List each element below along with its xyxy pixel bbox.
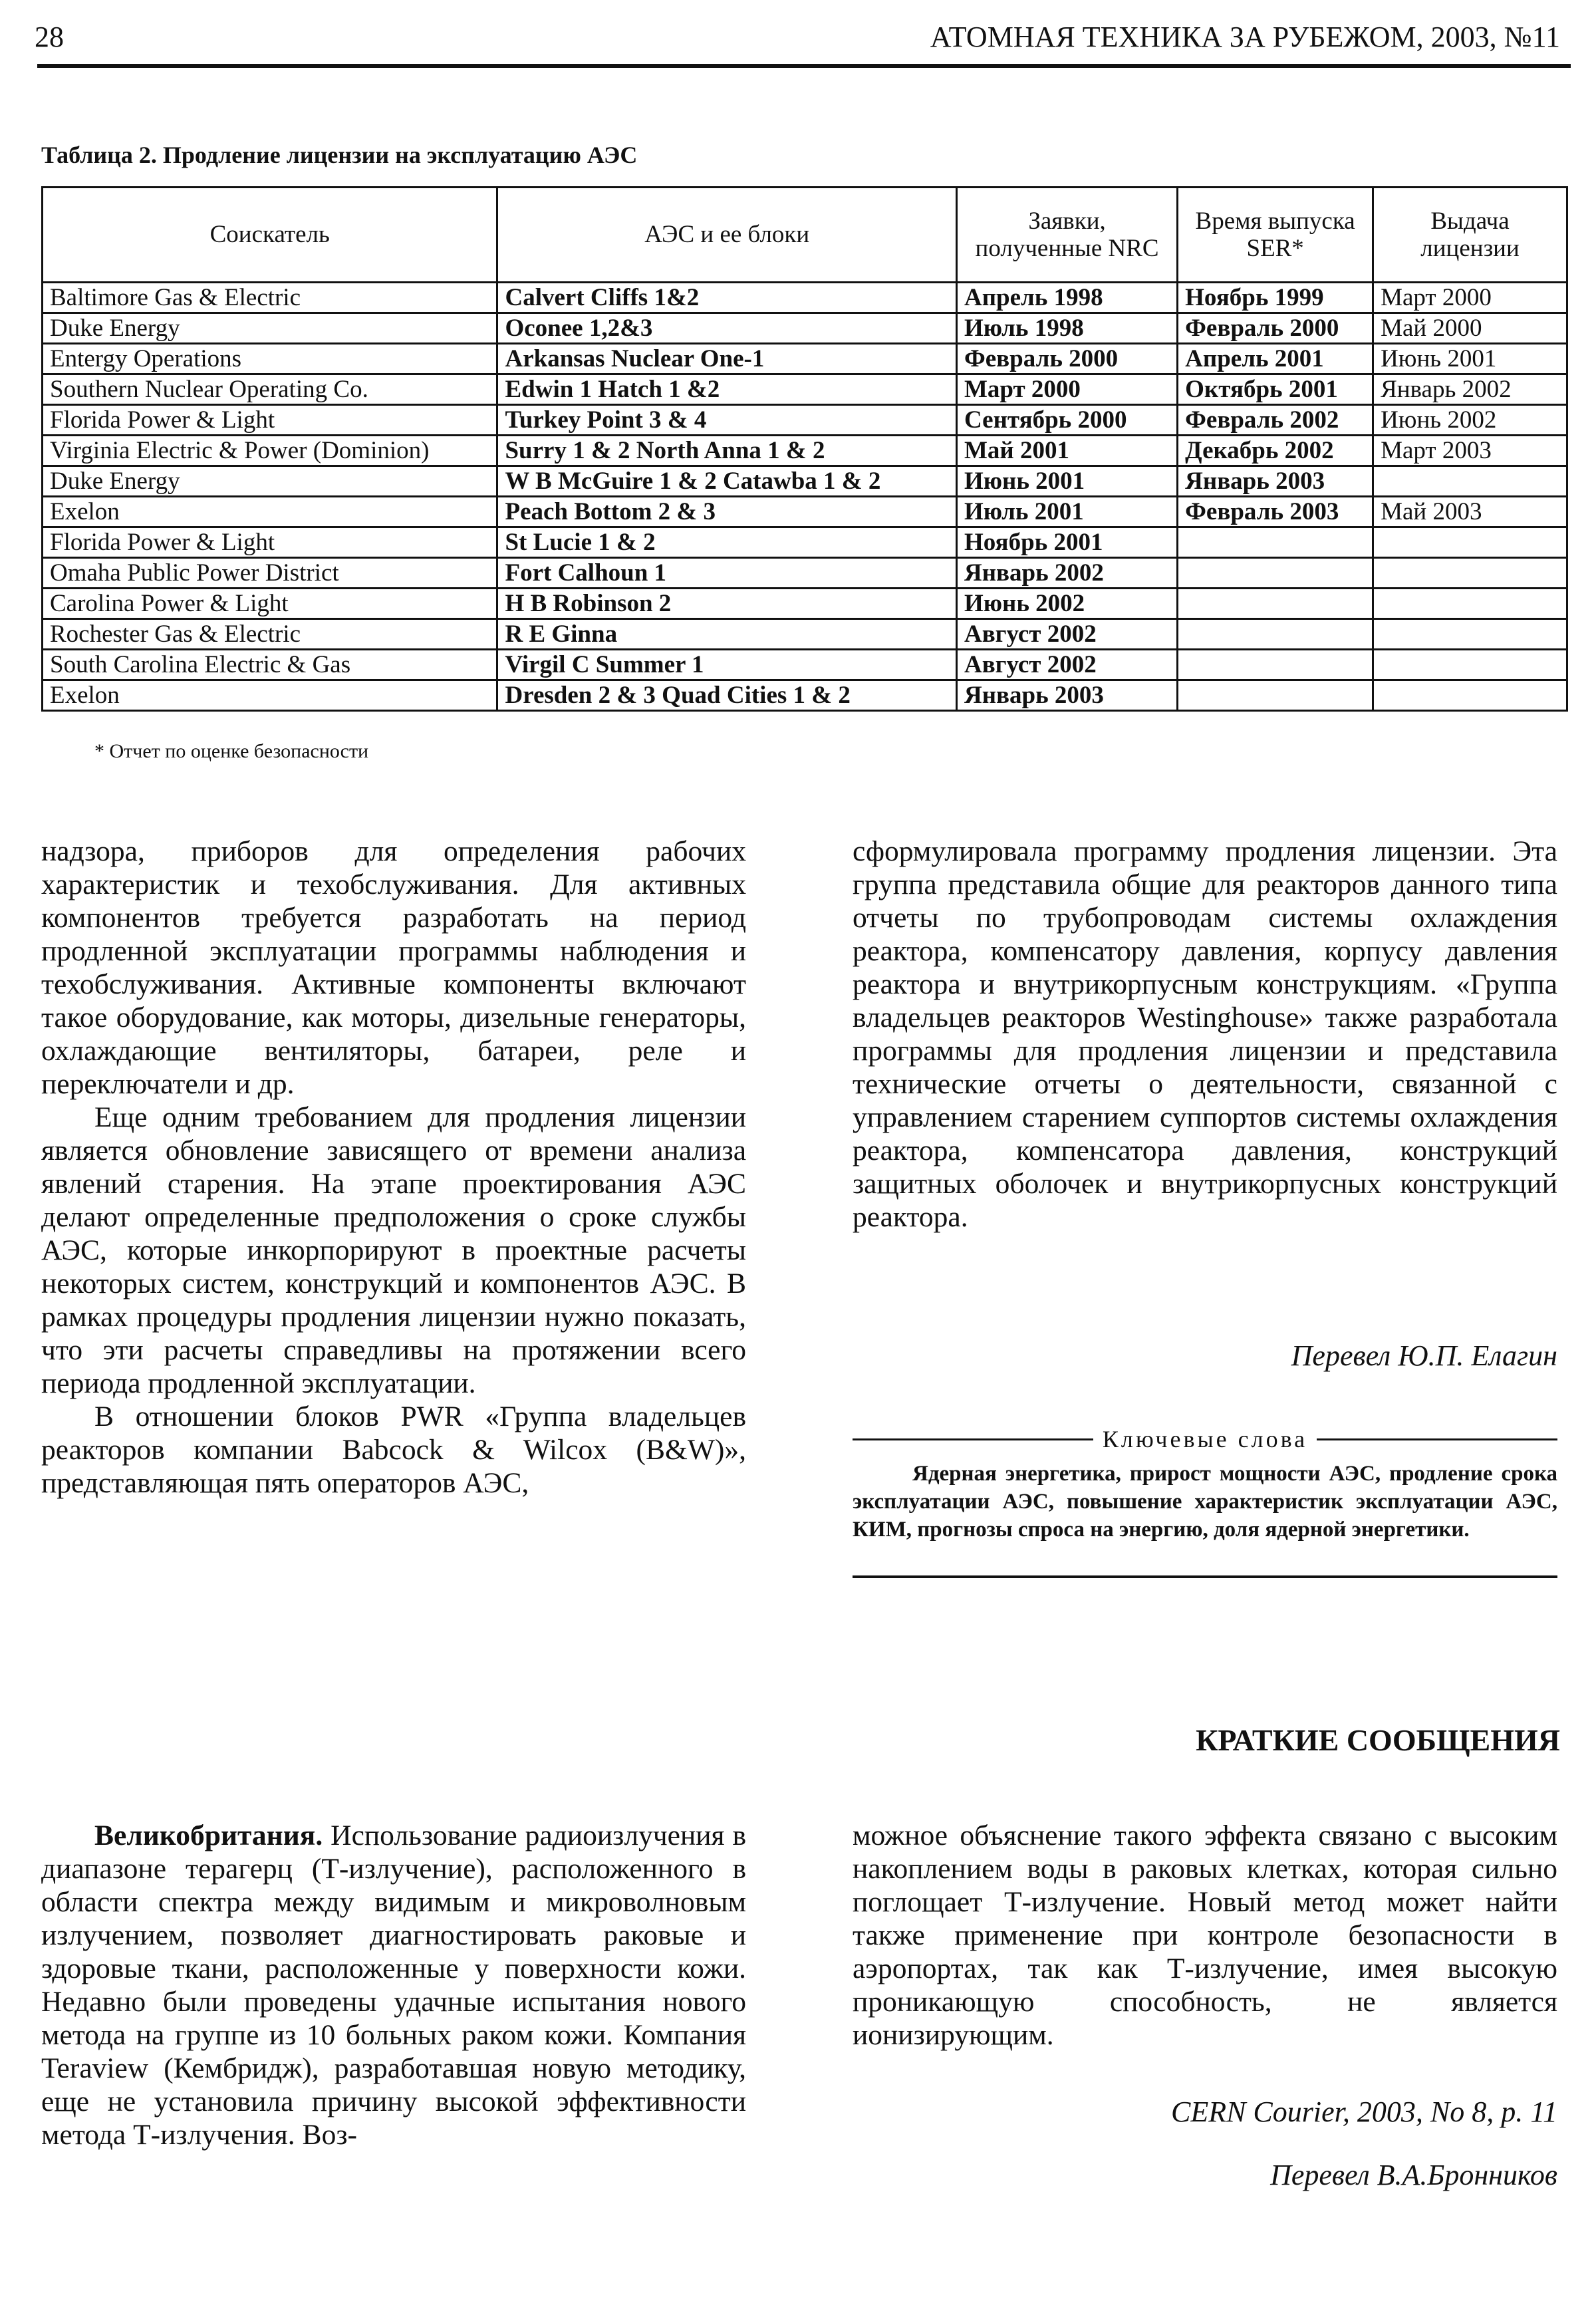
news-right-text: можное объяснение такого эффекта связано с высоким накоплением воды в раковых клетках, которая сильно поглощает Т-излучение. Новый метод может найти также применение при контроле безопасности в аэропортах, так как Т-излучение, имея высокую проникающую способность, не является ионизирующим.	[853, 1820, 1557, 2051]
news-source: CERN Courier, 2003, No 8, p. 11	[1170, 2096, 1557, 2128]
cell-plant: Calvert Cliffs 1&2	[497, 283, 957, 313]
cell-application-date: Январь 2003	[956, 680, 1177, 711]
cell-plant: R E Ginna	[497, 619, 957, 650]
news-left-text: Использование радиоизлучения в диапазоне терагерц (Т-излучение), расположенного в области спектра между видимым и микроволновым излучением, позволяет диагностировать раковые и здоровые ткани, расположенные у поверхности кожи. Недавно были проведены удачные испытания нового метода на группе из 10 больных раком кожи. Компания Teraview (Кембридж), разработавшая новую методику, еще не установила причину высокой эффективности метода Т-излучения. Воз-	[41, 1820, 746, 2151]
table-row	[43, 405, 1567, 436]
translator-credit: Перевел Ю.П. Елагин	[1291, 1339, 1557, 1372]
table-row	[43, 344, 1567, 374]
cell-application-date: Ноябрь 2001	[956, 527, 1177, 558]
column-header-plant: АЭС и ее блоки	[497, 188, 957, 283]
cell-license-date	[1373, 527, 1567, 558]
article-paragraph: надзора, приборов для определения рабочих характеристик и техобслуживания. Для активных компонентов требуется разработать на период продленной эксплуатации программы наблюдения и техобслуживания. Активные компоненты включают такое оборудование, как моторы, дизельные генераторы, охлаждающие вентиляторы, батареи, реле и переключатели и др.	[41, 835, 746, 1100]
table-row	[43, 313, 1567, 344]
license-renewal-table	[41, 186, 1568, 712]
keywords-bottom-rule	[853, 1575, 1557, 1578]
cell-application-date: Июнь 2001	[956, 466, 1177, 497]
keywords-rule-left	[853, 1438, 1093, 1440]
table-row	[43, 497, 1567, 527]
table-row	[43, 558, 1567, 589]
cell-application-date: Июнь 2002	[956, 589, 1177, 619]
cell-plant: Oconee 1,2&3	[497, 313, 957, 344]
news-right-column	[853, 1819, 1557, 2052]
table-row	[43, 680, 1567, 711]
cell-ser-date: Февраль 2003	[1178, 497, 1373, 527]
cell-ser-date: Февраль 2002	[1178, 405, 1373, 436]
cell-ser-date	[1178, 589, 1373, 619]
cell-application-date: Апрель 1998	[956, 283, 1177, 313]
table-row	[43, 283, 1567, 313]
cell-application-date: Май 2001	[956, 436, 1177, 466]
keywords-block	[853, 1425, 1557, 1578]
article-right-column	[853, 835, 1557, 1234]
cell-ser-date: Декабрь 2002	[1178, 436, 1373, 466]
news-translator: Перевел В.А.Бронников	[1270, 2159, 1557, 2191]
column-header-license: Выдача лицензии	[1373, 188, 1567, 283]
cell-application-date: Август 2002	[956, 650, 1177, 680]
cell-plant: Arkansas Nuclear One-1	[497, 344, 957, 374]
cell-ser-date	[1178, 527, 1373, 558]
cell-license-date	[1373, 558, 1567, 589]
cell-applicant: Duke Energy	[43, 466, 497, 497]
cell-applicant: South Carolina Electric & Gas	[43, 650, 497, 680]
table-row	[43, 589, 1567, 619]
table-footnote: * Отчет по оценке безопасности	[94, 740, 369, 762]
cell-applicant: Rochester Gas & Electric	[43, 619, 497, 650]
table-row	[43, 374, 1567, 405]
cell-ser-date	[1178, 680, 1373, 711]
cell-application-date: Февраль 2000	[956, 344, 1177, 374]
news-left-column	[41, 1819, 746, 2151]
cell-ser-date: Октябрь 2001	[1178, 374, 1373, 405]
article-paragraph: сформулировала программу продления лицензии. Эта группа представила общие для реакторов данного типа отчеты по трубопроводам системы охлаждения реактора, компенсатору давления, корпусу давления реактора и внутрикорпусным конструкциям. «Группа владельцев реакторов Westinghouse» также разработала программы для продления лицензии и представила технические отчеты о деятельности, связанной с управлением старением суппортов системы охлаждения реактора, компенсатора давления, конструкций защитных оболочек и внутрикорпусных конструкций реактора.	[853, 835, 1557, 1233]
table-body	[43, 283, 1567, 711]
cell-ser-date	[1178, 558, 1373, 589]
cell-plant: Virgil C Summer 1	[497, 650, 957, 680]
keywords-title-row	[853, 1425, 1557, 1453]
table-header-row	[43, 188, 1567, 283]
cell-applicant: Southern Nuclear Operating Co.	[43, 374, 497, 405]
section-title: КРАТКИЕ СООБЩЕНИЯ	[1196, 1723, 1560, 1757]
cell-plant: Turkey Point 3 & 4	[497, 405, 957, 436]
cell-applicant: Omaha Public Power District	[43, 558, 497, 589]
cell-plant: H B Robinson 2	[497, 589, 957, 619]
cell-ser-date: Ноябрь 1999	[1178, 283, 1373, 313]
cell-license-date	[1373, 619, 1567, 650]
news-paragraph	[41, 1819, 746, 2151]
news-lead: Великобритания.	[94, 1820, 323, 1851]
cell-applicant: Duke Energy	[43, 313, 497, 344]
keywords-title: Ключевые слова	[1102, 1426, 1308, 1452]
cell-license-date	[1373, 680, 1567, 711]
cell-applicant: Florida Power & Light	[43, 527, 497, 558]
cell-applicant: Baltimore Gas & Electric	[43, 283, 497, 313]
cell-applicant: Exelon	[43, 497, 497, 527]
article-paragraph: Еще одним требованием для продления лицензии является обновление зависящего от времени анализа явлений старения. На этапе проектирования АЭС делают определенные предположения о сроке службы АЭС, которые инкорпорируют в проектные расчеты некоторых систем, конструкций и компонентов АЭС. В рамках процедуры продления лицензии нужно показать, что эти расчеты справедливы на протяжении всего периода продленной эксплуатации.	[41, 1101, 746, 1399]
cell-ser-date	[1178, 619, 1373, 650]
cell-application-date: Август 2002	[956, 619, 1177, 650]
table-row	[43, 650, 1567, 680]
cell-applicant: Virginia Electric & Power (Dominion)	[43, 436, 497, 466]
keywords-text: Ядерная энергетика, прирост мощности АЭС, продление срока эксплуатации АЭС, повышение характеристик эксплуатации АЭС, КИМ, прогнозы спроса на энергию, доля ядерной энергетики.	[853, 1462, 1557, 1542]
cell-license-date: Май 2003	[1373, 497, 1567, 527]
cell-license-date: Март 2003	[1373, 436, 1567, 466]
table-row	[43, 619, 1567, 650]
journal-title: АТОМНАЯ ТЕХНИКА ЗА РУБЕЖОМ, 2003, №11	[930, 21, 1560, 53]
column-header-ser: Время выпуска SER*	[1178, 188, 1373, 283]
cell-license-date	[1373, 589, 1567, 619]
table-row	[43, 466, 1567, 497]
cell-ser-date	[1178, 650, 1373, 680]
cell-plant: Peach Bottom 2 & 3	[497, 497, 957, 527]
cell-license-date: Июнь 2002	[1373, 405, 1567, 436]
column-header-application: Заявки, полученные NRC	[956, 188, 1177, 283]
cell-application-date: Июль 2001	[956, 497, 1177, 527]
cell-license-date: Май 2000	[1373, 313, 1567, 344]
cell-plant: Fort Calhoun 1	[497, 558, 957, 589]
cell-ser-date: Апрель 2001	[1178, 344, 1373, 374]
cell-application-date: Январь 2002	[956, 558, 1177, 589]
page-number: 28	[35, 21, 64, 53]
table-caption: Таблица 2. Продление лицензии на эксплуатацию АЭС	[41, 142, 638, 168]
cell-ser-date: Январь 2003	[1178, 466, 1373, 497]
cell-license-date: Июнь 2001	[1373, 344, 1567, 374]
keywords-rule-right	[1317, 1438, 1557, 1440]
header-rule	[37, 64, 1571, 68]
cell-license-date	[1373, 650, 1567, 680]
cell-plant: St Lucie 1 & 2	[497, 527, 957, 558]
article-paragraph: В отношении блоков PWR «Группа владельцев реакторов компании Babcock & Wilcox (B&W)», представляющая пять операторов АЭС,	[41, 1401, 746, 1499]
cell-application-date: Март 2000	[956, 374, 1177, 405]
cell-license-date: Январь 2002	[1373, 374, 1567, 405]
table-row	[43, 436, 1567, 466]
cell-license-date: Март 2000	[1373, 283, 1567, 313]
cell-application-date: Июль 1998	[956, 313, 1177, 344]
cell-applicant: Florida Power & Light	[43, 405, 497, 436]
cell-ser-date: Февраль 2000	[1178, 313, 1373, 344]
cell-plant: W B McGuire 1 & 2 Catawba 1 & 2	[497, 466, 957, 497]
cell-applicant: Exelon	[43, 680, 497, 711]
cell-license-date	[1373, 466, 1567, 497]
table-row	[43, 527, 1567, 558]
cell-applicant: Entergy Operations	[43, 344, 497, 374]
column-header-applicant: Соискатель	[43, 188, 497, 283]
cell-applicant: Carolina Power & Light	[43, 589, 497, 619]
cell-plant: Dresden 2 & 3 Quad Cities 1 & 2	[497, 680, 957, 711]
cell-application-date: Сентябрь 2000	[956, 405, 1177, 436]
cell-plant: Surry 1 & 2 North Anna 1 & 2	[497, 436, 957, 466]
cell-plant: Edwin 1 Hatch 1 &2	[497, 374, 957, 405]
article-left-column	[41, 835, 746, 1500]
